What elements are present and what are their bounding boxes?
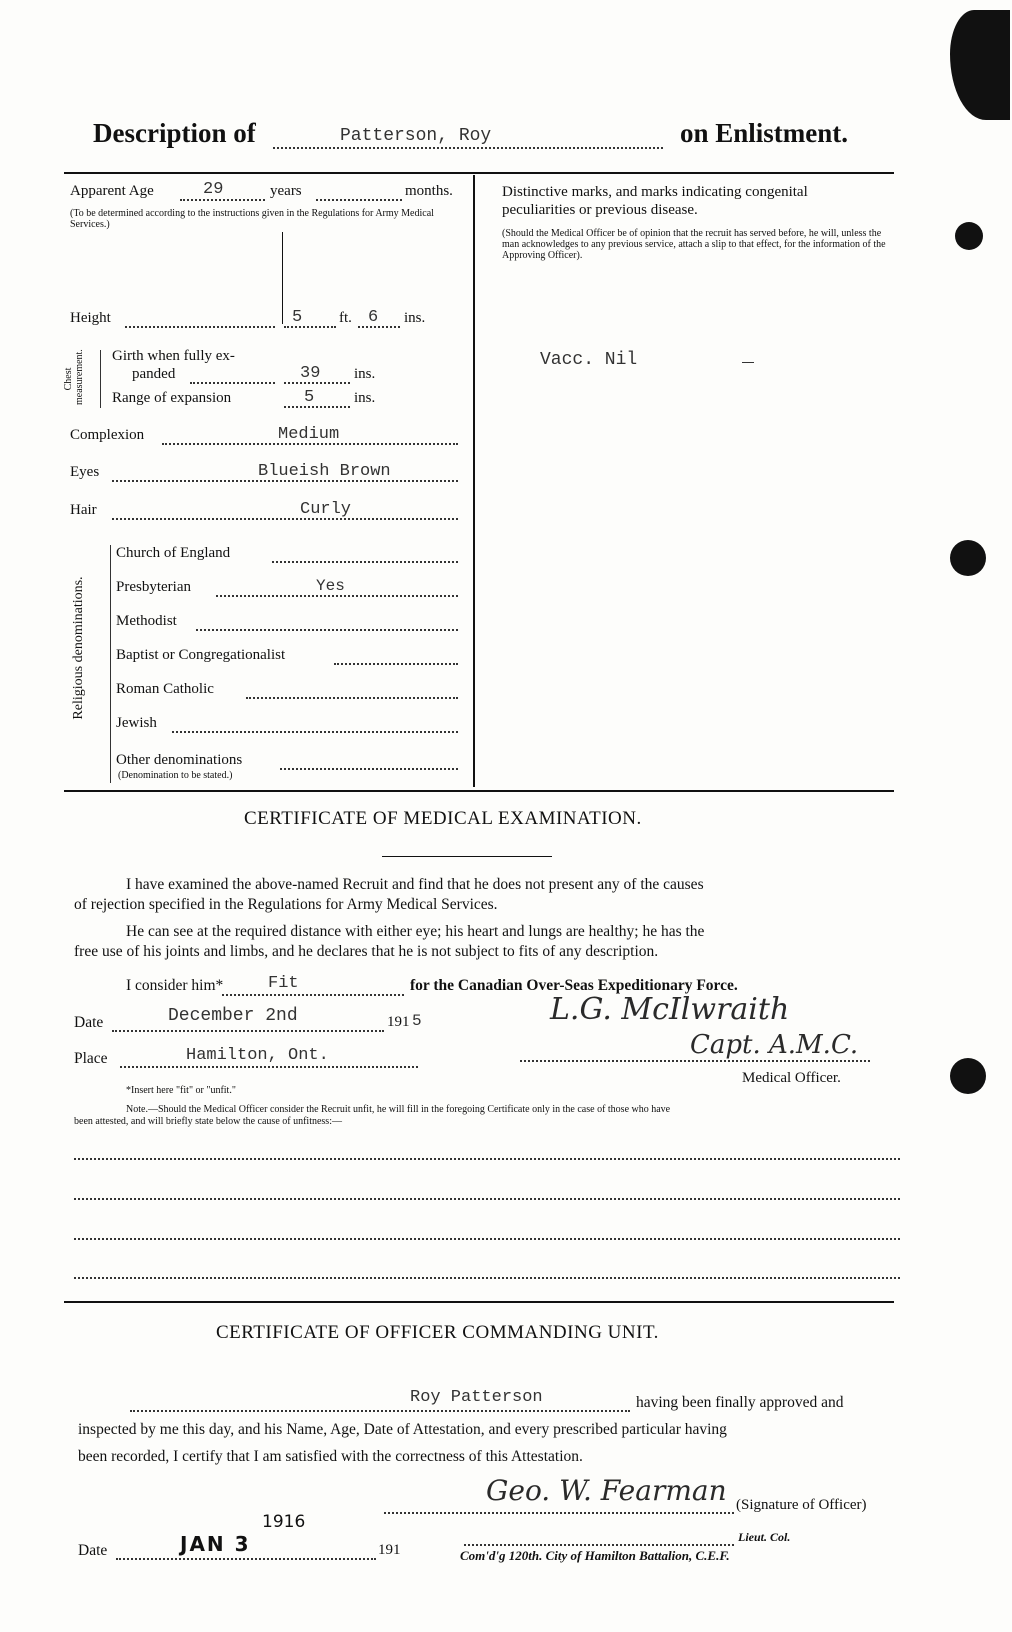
commanding-line3: been recorded, I certify that I am satisfied with the correctness of this Attestation.	[78, 1448, 583, 1465]
year-stamp: 1916	[262, 1512, 306, 1532]
medical-officer-signature: L.G. McIlwraith	[550, 992, 790, 1027]
commanding-date-label: Date	[78, 1542, 108, 1559]
complexion-label: Complexion	[70, 427, 145, 443]
religion-label: Church of England	[116, 545, 231, 561]
other-denomination-note: (Denomination to be stated.)	[118, 770, 233, 781]
religion-line	[272, 561, 458, 563]
title-left: Description of	[93, 118, 256, 148]
consider-label: I consider him*	[126, 977, 224, 994]
punch-hole-2	[950, 540, 986, 576]
religion-side-label: Religious denominations.	[71, 576, 86, 720]
unfit-note-line2: been attested, and will briefly state below the cause of unfitness:—	[74, 1116, 342, 1127]
medical-place-label: Place	[74, 1050, 108, 1067]
consider-line	[222, 994, 404, 996]
girth-label-2: panded	[132, 366, 176, 382]
age-years-value: 29	[203, 180, 224, 199]
medical-para2-line1: He can see at the required distance with either eye; his heart and lungs are healthy; he has the	[126, 923, 705, 940]
unit-stamp: Com'd'g 120th. City of Hamilton Battalion, C.E.F.	[460, 1548, 730, 1563]
title-name-line	[273, 147, 663, 149]
hair-value: Curly	[300, 500, 352, 519]
religion-label: Baptist or Congregationalist	[116, 647, 286, 663]
height-ft-value: 5	[292, 308, 303, 327]
range-label: Range of expansion	[112, 390, 232, 406]
consider-suffix: for the Canadian Over-Seas Expeditionary Force.	[410, 977, 738, 994]
girth-value: 39	[300, 364, 321, 383]
signature-of-officer-label: (Signature of Officer)	[736, 1497, 867, 1513]
religion-label: Presbyterian	[116, 579, 191, 595]
insert-note: *Insert here "fit" or "unfit."	[126, 1085, 236, 1096]
religion-line	[334, 663, 458, 665]
commanding-name-line	[130, 1410, 630, 1412]
age-divider	[282, 232, 283, 324]
marks-note: (Should the Medical Officer be of opinion that the recruit has served before, he will, unless the man acknowledges to any previous service, attach a slip to that effect, for the information of the Approving Officer).	[502, 228, 886, 261]
rank-stamp: Lieut. Col.	[738, 1530, 791, 1544]
months-label: months.	[405, 183, 453, 199]
medical-date-value: December 2nd	[168, 1006, 298, 1026]
column-divider	[473, 175, 475, 787]
section-divider-1	[64, 790, 894, 792]
medical-para2-line2: free use of his joints and limbs, and he declares that he is not subject to fits of any description.	[74, 943, 659, 960]
height-in-line	[358, 326, 400, 328]
height-in-value: 6	[368, 308, 379, 327]
commanding-name-value: Roy Patterson	[410, 1388, 543, 1407]
commanding-line2: inspected by me this day, and his Name, Age, Date of Attestation, and every prescribed particular having	[78, 1421, 727, 1438]
ft-label: ft.	[339, 310, 352, 326]
marks-label-1: Distinctive marks, and marks indicating congenital	[502, 184, 808, 200]
commanding-year-prefix: 191	[378, 1542, 401, 1558]
range-value: 5	[304, 388, 315, 407]
girth-ins-label: ins.	[354, 366, 376, 382]
medical-para1-line1: I have examined the above-named Recruit and find that he does not present any of the causes	[126, 876, 704, 893]
marks-label-2: peculiarities or previous disease.	[502, 202, 698, 218]
unfitness-line-3	[74, 1238, 900, 1240]
years-label: years	[270, 183, 302, 199]
consider-value: Fit	[268, 974, 299, 993]
unfitness-line-1	[74, 1158, 900, 1160]
height-ins-label: ins.	[404, 310, 426, 326]
eyes-label: Eyes	[70, 464, 100, 480]
range-ins-label: ins.	[354, 390, 376, 406]
medical-year-suffix: 5	[412, 1012, 422, 1030]
commanding-heading: CERTIFICATE OF OFFICER COMMANDING UNIT.	[216, 1322, 659, 1343]
religion-line	[196, 629, 458, 631]
age-label: Apparent Age	[70, 183, 154, 199]
range-value-line	[284, 406, 350, 408]
medical-officer-label: Medical Officer.	[742, 1070, 841, 1086]
unfitness-line-2	[74, 1198, 900, 1200]
religion-value: Yes	[316, 577, 345, 595]
religion-label: Jewish	[116, 715, 157, 731]
unfit-note-line1: Note.—Should the Medical Officer consider the Recruit unfit, he will fill in the foregoing Certificate only in the case of those who have	[126, 1104, 671, 1115]
medical-officer-rank: Capt. A.M.C.	[690, 1030, 859, 1060]
marks-dash	[742, 362, 754, 363]
date-stamp: JAN 3	[180, 1532, 251, 1556]
top-border	[64, 172, 894, 174]
medical-heading-rule	[382, 856, 552, 857]
religion-line	[246, 697, 458, 699]
medical-signature-line	[520, 1060, 870, 1062]
medical-date-label: Date	[74, 1014, 104, 1031]
age-years-line	[180, 199, 265, 201]
hair-label: Hair	[70, 502, 97, 518]
rank-stamp-line	[464, 1544, 734, 1546]
punch-hole-1	[955, 222, 983, 250]
corner-stain	[950, 10, 1010, 120]
eyes-value: Blueish Brown	[258, 462, 391, 481]
commanding-line1-suffix: having been finally approved and	[636, 1394, 844, 1411]
commanding-officer-signature: Geo. W. Fearman	[486, 1474, 727, 1507]
girth-leader	[190, 382, 275, 384]
chest-side-label: Chest measurement.	[63, 349, 85, 405]
marks-value: Vacc. Nil	[540, 350, 638, 370]
height-label: Height	[70, 310, 111, 326]
religion-label: Other denominations	[116, 752, 243, 768]
religion-label: Methodist	[116, 613, 177, 629]
age-note: (To be determined according to the instructions given in the Regulations for Army Medical Services.)	[70, 208, 434, 230]
age-months-line	[316, 199, 402, 201]
punch-hole-3	[950, 1058, 986, 1094]
girth-label-1: Girth when fully ex-	[112, 348, 235, 364]
medical-place-line	[120, 1066, 418, 1068]
religion-line	[172, 731, 458, 733]
medical-year-prefix: 191	[387, 1014, 410, 1030]
commanding-date-line	[116, 1558, 376, 1560]
commanding-signature-line	[384, 1512, 734, 1514]
religion-line	[216, 595, 458, 597]
medical-heading: CERTIFICATE OF MEDICAL EXAMINATION.	[244, 808, 642, 829]
unfitness-line-4	[74, 1277, 900, 1279]
religion-line	[280, 768, 458, 770]
religion-label: Roman Catholic	[116, 681, 214, 697]
medical-place-value: Hamilton, Ont.	[186, 1046, 329, 1065]
title-right: on Enlistment.	[680, 118, 849, 148]
title-name-typed: Patterson, Roy	[340, 126, 492, 146]
hair-line	[112, 518, 458, 520]
medical-date-line	[112, 1030, 384, 1032]
chest-brace	[100, 350, 107, 408]
height-leader	[125, 326, 275, 328]
complexion-value: Medium	[278, 425, 340, 444]
section-divider-2	[64, 1301, 894, 1303]
medical-para1-line2: of rejection specified in the Regulations for Army Medical Services.	[74, 896, 498, 913]
